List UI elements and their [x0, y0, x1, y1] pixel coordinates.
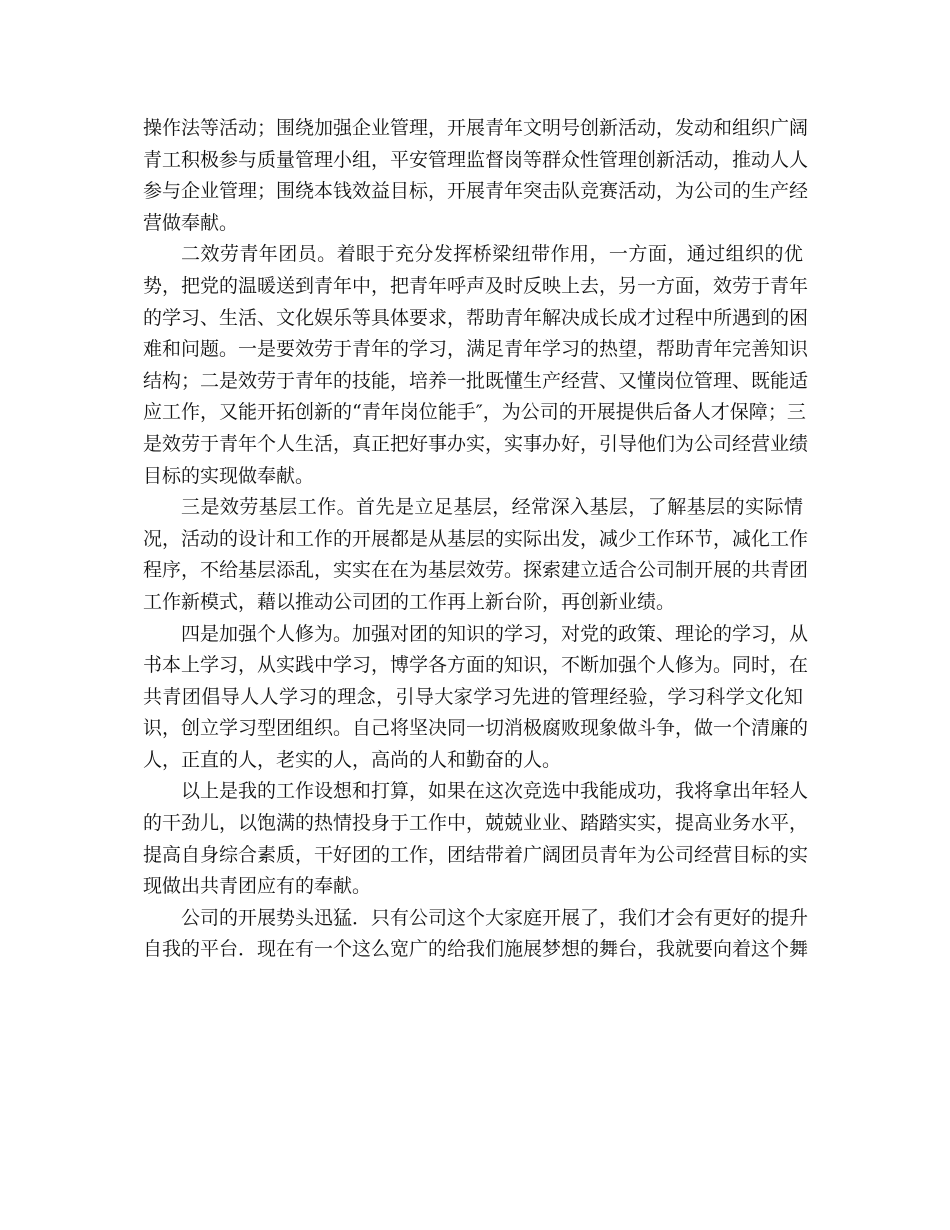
text-line: 以上是我的工作设想和打算，如果在这次竞选中我能成功，我将拿出年轻人 — [181, 780, 809, 803]
paragraph — [143, 113, 809, 239]
text-line: 青工积极参与质量管理小组，平安管理监督岗等群众性管理创新活动，推动人人 — [143, 148, 809, 171]
paragraph — [143, 776, 809, 902]
paragraph — [143, 903, 809, 966]
text-line: 应工作，又能开拓创新的“青年岗位能手″，为公司的开展提供后备人才保障；三 — [143, 401, 806, 424]
text-line: 结构；二是效劳于青年的技能，培养一批既懂生产经营、又懂岗位管理、既能适 — [143, 369, 809, 392]
text-line: 公司的开展势头迅猛．只有公司这个大家庭开展了，我们才会有更好的提升 — [181, 906, 809, 929]
text-line: 四是加强个人修为。加强对团的知识的学习，对党的政策、理论的学习，从 — [181, 622, 809, 645]
paragraph — [143, 239, 809, 492]
paragraph — [143, 492, 809, 618]
text-line: 共青团倡导人人学习的理念，引导大家学习先进的管理经验，学习科学文化知 — [143, 685, 803, 708]
text-line: 书本上学习，从实践中学习，博学各方面的知识，不断加强个人修为。同时，在 — [143, 654, 809, 677]
paragraph — [143, 619, 809, 777]
text-line: 的学习、生活、文化娱乐等具体要求，帮助青年解决成长成才过程中所遇到的困 — [143, 306, 809, 329]
text-line: 自我的平台．现在有一个这么宽广的给我们施展梦想的舞台，我就要向着这个舞 — [143, 938, 809, 961]
text-line: 目标的实现做奉献。 — [143, 464, 315, 487]
text-line: 人，正直的人，老实的人，高尚的人和勤奋的人。 — [143, 748, 562, 771]
text-line: 是效劳于青年个人生活，真正把好事办实，实事办好，引导他们为公司经营业绩 — [143, 432, 809, 455]
text-line: 识，创立学习型团组织。自己将坚决同一切消极腐败现象做斗争，做一个清廉的 — [143, 717, 809, 740]
document-body — [143, 113, 809, 966]
text-line: 三是效劳基层工作。首先是立足基层，经常深入基层，了解基层的实际情 — [181, 496, 803, 519]
text-line: 参与企业管理；围绕本钱效益目标，开展青年突击队竞赛活动，为公司的生产经 — [143, 180, 809, 203]
text-line: 势，把党的温暖送到青年中，把青年呼声及时反映上去，另一方面，效劳于青年 — [143, 274, 809, 297]
text-line: 的干劲儿，以饱满的热情投身于工作中，兢兢业业、踏踏实实，提高业务水平， — [143, 812, 809, 835]
text-line: 工作新模式，藉以推动公司团的工作再上新台阶，再创新业绩。 — [143, 590, 676, 613]
text-line: 操作法等活动；围绕加强企业管理，开展青年文明号创新活动，发动和组织广阔 — [143, 117, 809, 139]
text-line: 现做出共青团应有的奉献。 — [143, 875, 372, 898]
text-line: 程序，不给基层添乱，实实在在为基层效劳。探索建立适合公司制开展的共青团 — [143, 559, 809, 582]
text-line: 二效劳青年团员。着眼于充分发挥桥梁纽带作用，一方面，通过组织的优 — [181, 243, 803, 266]
text-line: 营做奉献。 — [143, 211, 239, 234]
text-line: 提高自身综合素质，干好团的工作，团结带着广阔团员青年为公司经营目标的实 — [143, 843, 809, 866]
text-line: 况，活动的设计和工作的开展都是从基层的实际出发，减少工作环节，减化工作 — [143, 527, 809, 550]
text-line: 难和问题。一是要效劳于青年的学习，满足青年学习的热望，帮助青年完善知识 — [143, 338, 809, 361]
